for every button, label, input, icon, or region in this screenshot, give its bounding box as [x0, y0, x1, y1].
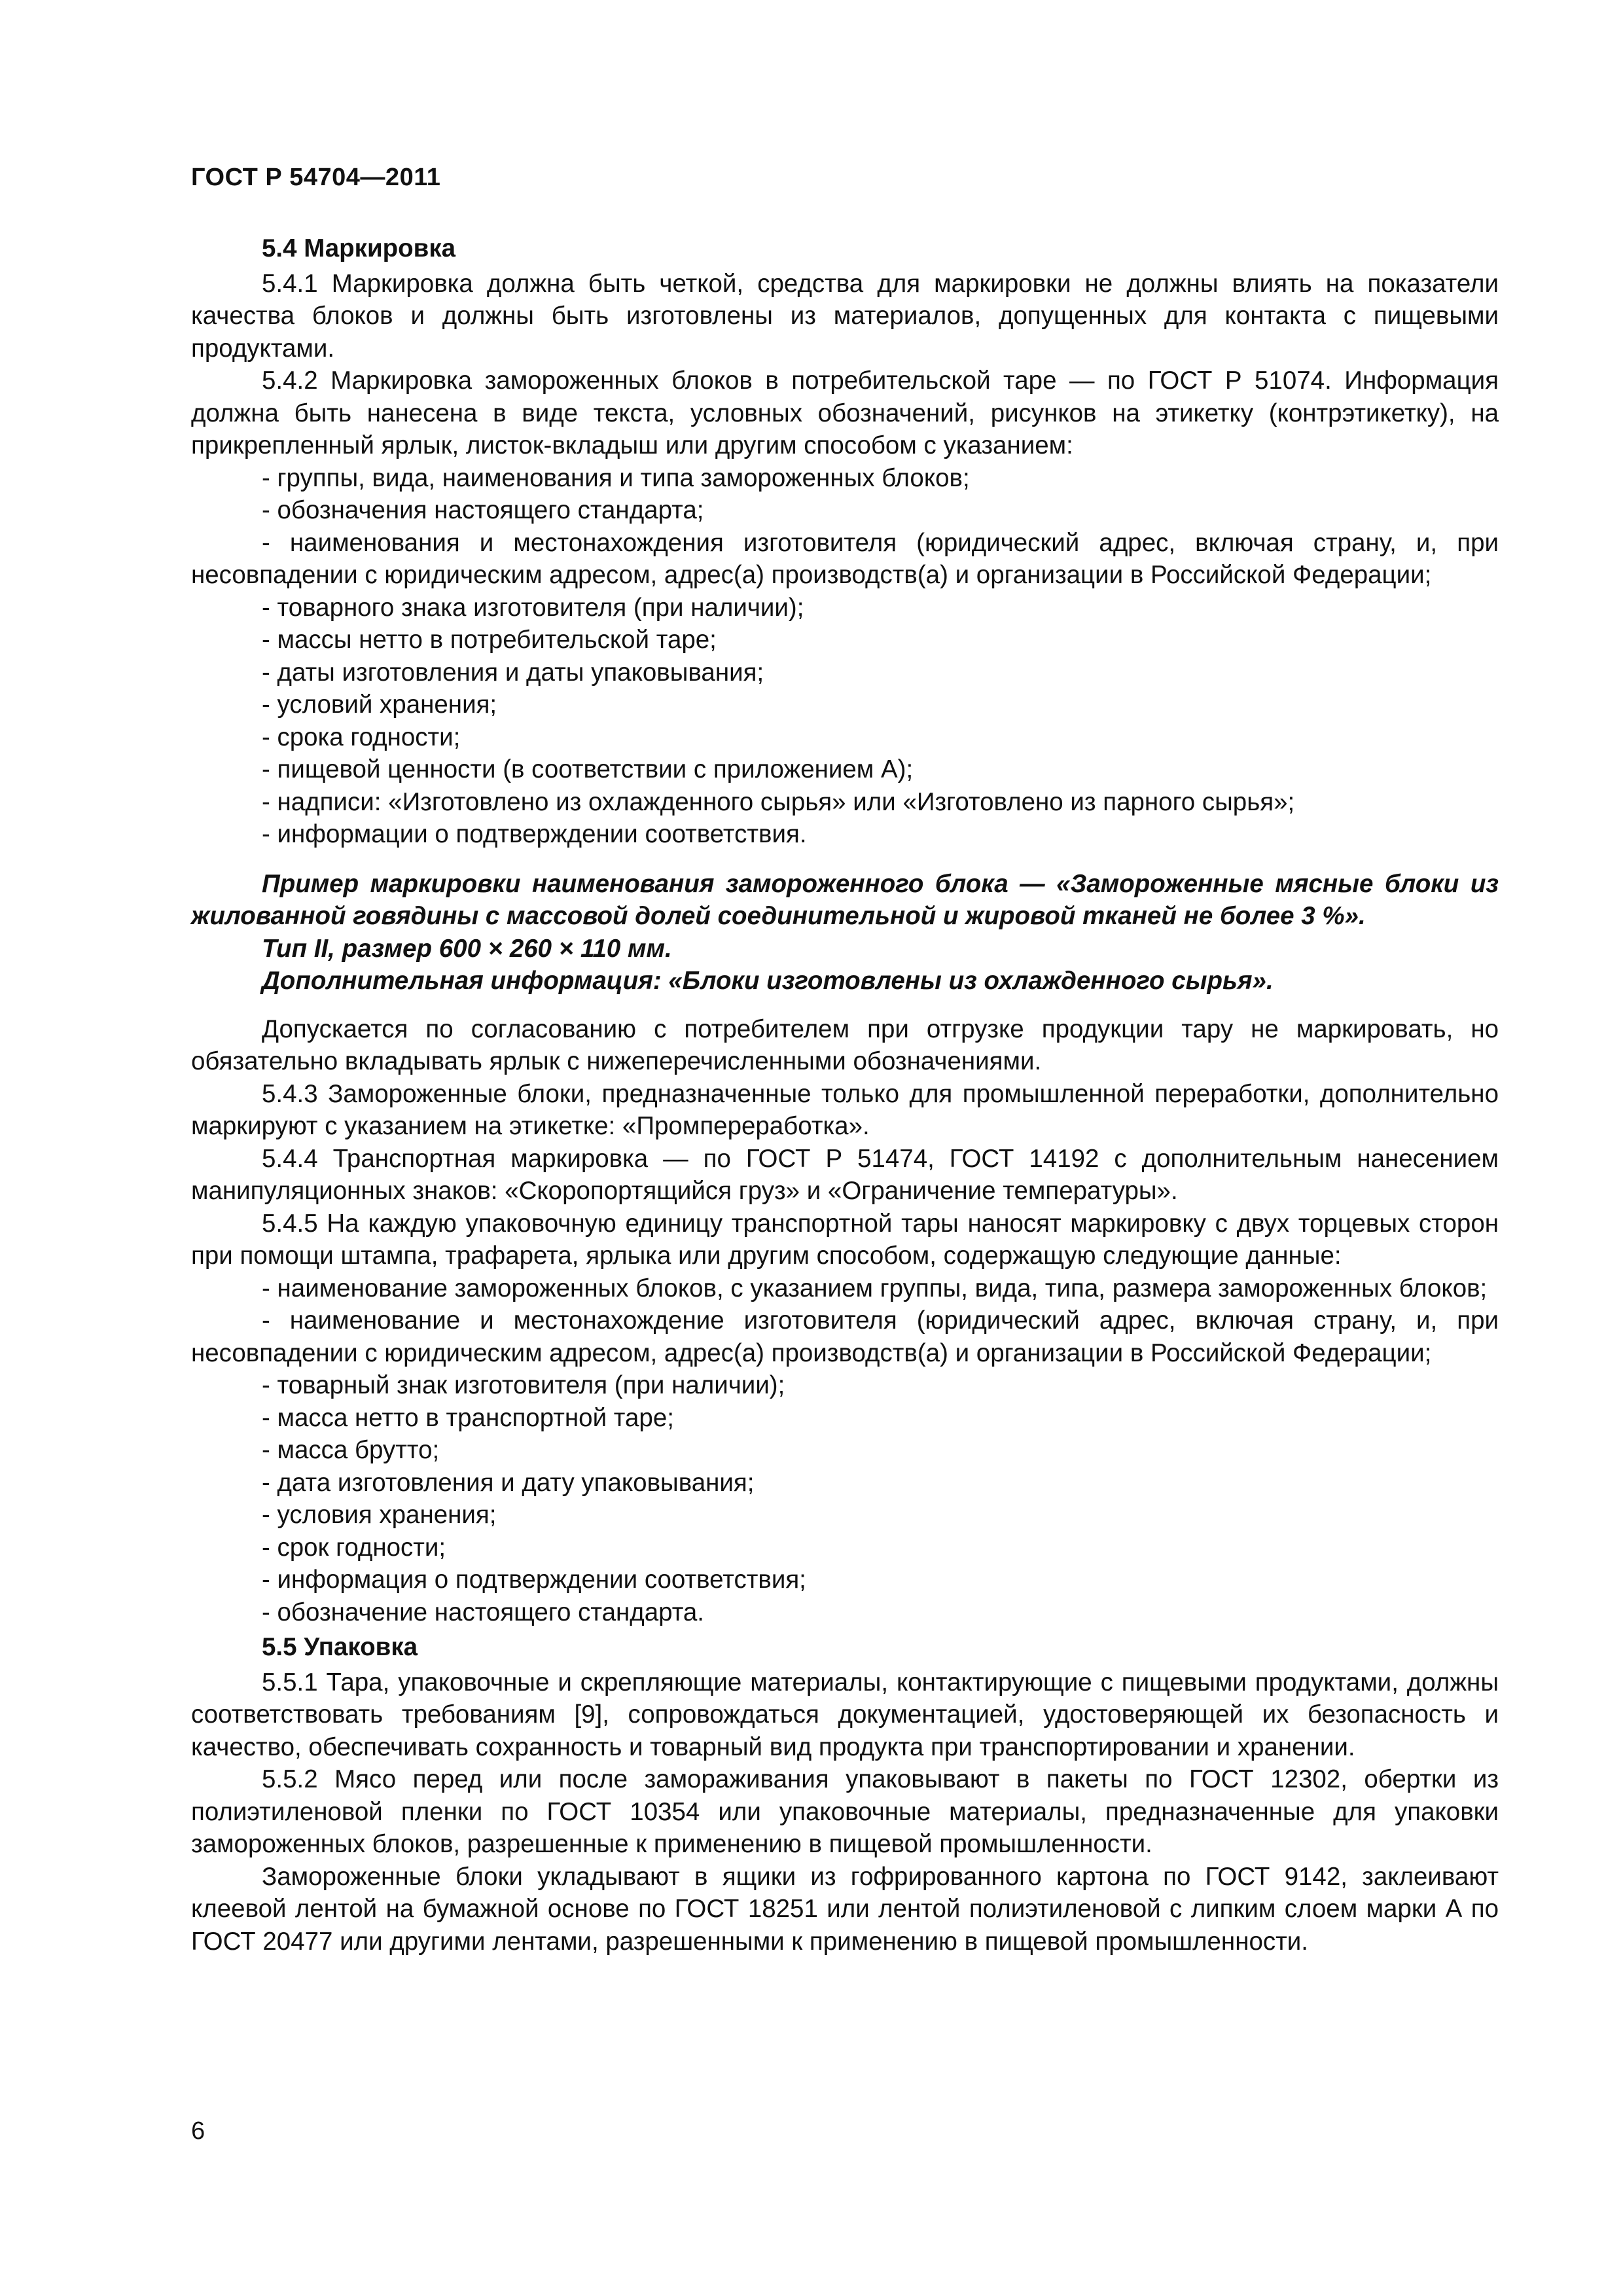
list-item: - обозначение настоящего стандарта.: [262, 1598, 705, 1626]
section-heading-marking: 5.4 Маркировка: [262, 234, 456, 262]
paragraph-5-5-2: 5.5.2 Мясо перед или после замораживания упаковывают в пакеты по ГОСТ 12302, обертки из полиэтиленовой пленки по ГОСТ 10354 или упаковочные материалы, предназначенные для упаковки замороженных блоков, разрешенные к применению в пищевой промышленности.: [191, 1765, 1499, 1858]
list-item: - масса нетто в транспортной таре;: [262, 1403, 674, 1432]
example-line: Пример маркировки наименования замороженного блока — «Замороженные мясные блоки из жилованной говядины с массовой долей соединительной и жировой тканей не более 3 %».: [191, 869, 1499, 930]
transport-marking-list: [191, 1272, 1499, 1629]
paragraph-5-4-1: 5.4.1 Маркировка должна быть четкой, средства для маркировки не должны влиять на показатели качества блоков и должны быть изготовлены из материалов, допущенных для контакта с пищевыми продуктами.: [191, 269, 1499, 363]
list-item: - массы нетто в потребительской таре;: [262, 626, 717, 654]
paragraph-5-5-1: 5.5.1 Тара, упаковочные и скрепляющие материалы, контактирующие с пищевыми продуктами, должны соответствовать требованиям [9], сопровождаться документацией, удостоверяющей их безопасность и качество, обеспечивать сохранность и товарный вид продукта при транспортировании и хранении.: [191, 1668, 1499, 1761]
page-number: 6: [191, 2117, 205, 2145]
marking-example: [191, 868, 1499, 997]
paragraph-5-4-2: 5.4.2 Маркировка замороженных блоков в потребительской таре — по ГОСТ Р 51074. Информация должна быть нанесена в виде текста, условных обозначений, рисунков на этикетку (контрэтикетку), на прикрепленный ярлык, листок-вкладыш или другим способом с указанием:: [191, 367, 1499, 459]
paragraph-boxes: Замороженные блоки укладывают в ящики из гофрированного картона по ГОСТ 9142, заклеивают клеевой лентой на бумажной основе по ГОСТ 18251 или лентой полиэтиленовой с липким слоем марки А по ГОСТ 20477 или другими лентами, разрешенными к применению в пищевой промышленности.: [191, 1862, 1499, 1956]
list-item: - наименования и местонахождения изготовителя (юридический адрес, включая страну, и, при несовпадении с юридическим адресом, адрес(а) производств(а) и организации в Российской Федерации;: [191, 528, 1499, 589]
list-item: - пищевой ценности (в соответствии с приложением А);: [262, 755, 914, 783]
list-item: - условия хранения;: [262, 1501, 497, 1529]
list-item: - информации о подтверждении соответствия.: [262, 820, 807, 848]
list-item: - срока годности;: [262, 723, 461, 751]
consumer-marking-list: [191, 462, 1499, 851]
example-line: Дополнительная информация: «Блоки изготовлены из охлажденного сырья».: [262, 967, 1274, 995]
list-item: - условий хранения;: [262, 691, 497, 719]
section-heading-packaging: 5.5 Упаковка: [262, 1633, 418, 1661]
list-item: - обозначения настоящего стандарта;: [262, 496, 704, 524]
list-item: - наименование и местонахождение изготовителя (юридический адрес, включая страну, и, при несовпадении с юридическим адресом, адрес(а) производств(а) и организации в Российской Федерации;: [191, 1306, 1499, 1367]
list-item: - товарный знак изготовителя (при наличии);: [262, 1371, 785, 1399]
list-item: - надписи: «Изготовлено из охлажденного сырья» или «Изготовлено из парного сырья»;: [262, 787, 1295, 816]
document-body: [191, 232, 1499, 1958]
list-item: - дата изготовления и дату упаковывания;: [262, 1468, 755, 1497]
list-item: - товарного знака изготовителя (при наличии);: [262, 593, 804, 622]
paragraph-allowed: Допускается по согласованию с потребителем при отгрузке продукции тару не маркировать, но обязательно вкладывать ярлык с нижеперечисленными обозначениями.: [191, 1014, 1499, 1075]
list-item: - даты изготовления и даты упаковывания;: [262, 658, 764, 687]
example-line: Тип II, размер 600 × 260 × 110 мм.: [262, 934, 672, 963]
paragraph-5-4-4: 5.4.4 Транспортная маркировка — по ГОСТ Р 51474, ГОСТ 14192 с дополнительным нанесением манипуляционных знаков: «Скоропортящийся груз» и «Ограничение температуры».: [191, 1144, 1499, 1205]
document-header: ГОСТ Р 54704—2011: [191, 164, 441, 191]
list-item: - срок годности;: [262, 1533, 446, 1562]
list-item: - наименование замороженных блоков, с указанием группы, вида, типа, размера замороженных блоков;: [262, 1274, 1488, 1302]
paragraph-5-4-5: 5.4.5 На каждую упаковочную единицу транспортной тары наносят маркировку с двух торцевых сторон при помощи штампа, трафарета, ярлыка или другим способом, содержащую следующие данные:: [191, 1209, 1499, 1270]
list-item: - информация о подтверждении соответствия;: [262, 1566, 806, 1594]
list-item: - группы, вида, наименования и типа замороженных блоков;: [262, 463, 970, 492]
paragraph-5-4-3: 5.4.3 Замороженные блоки, предназначенные только для промышленной переработки, дополнительно маркируют с указанием на этикетке: «Промпереработка».: [191, 1079, 1499, 1140]
list-item: - масса брутто;: [262, 1436, 440, 1464]
